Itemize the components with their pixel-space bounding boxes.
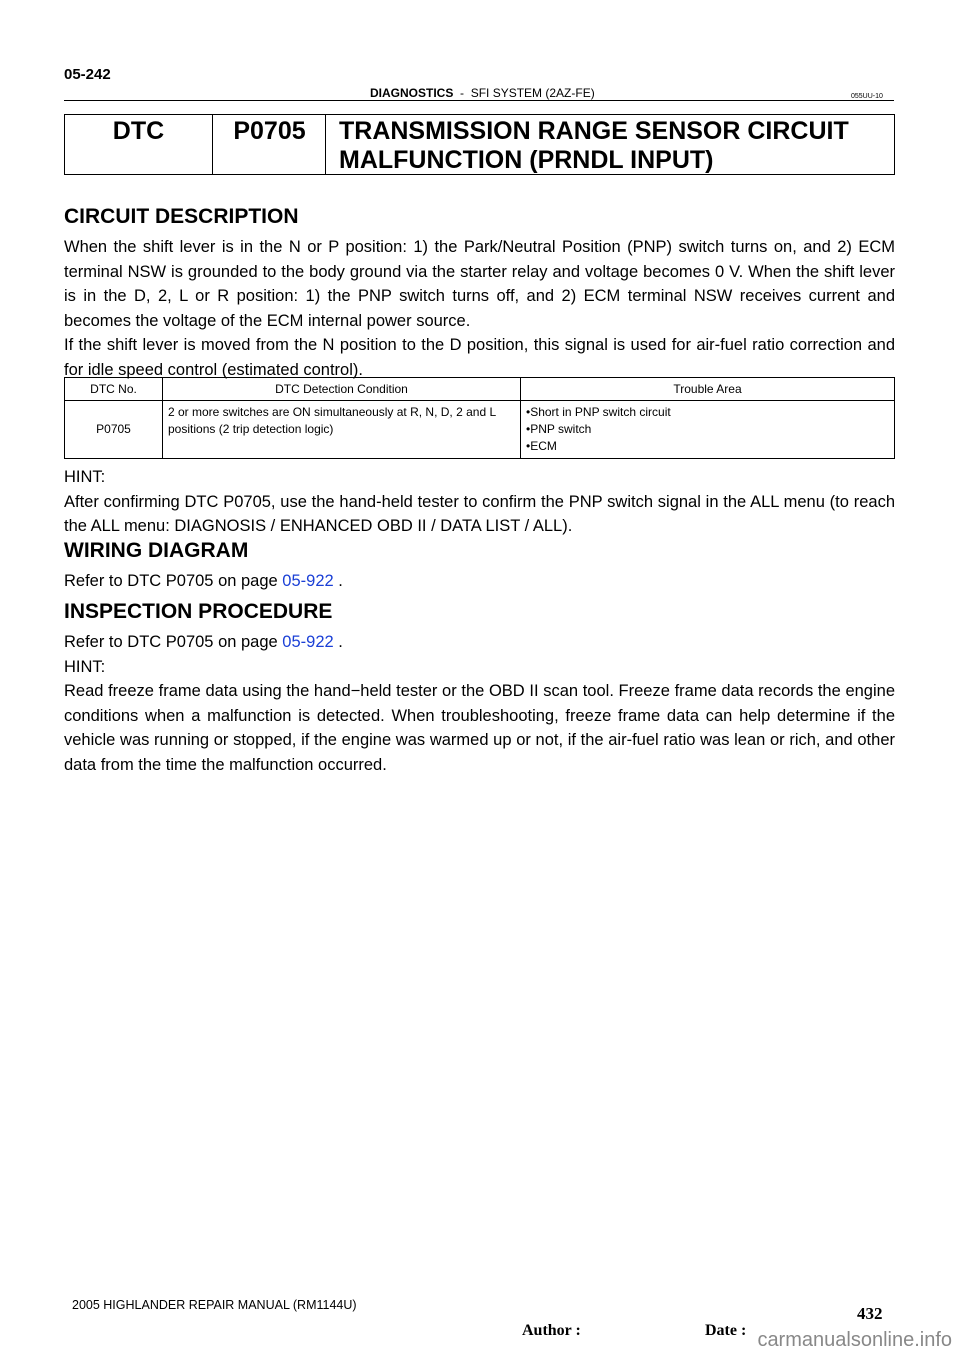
inspection-ref-end: . — [333, 633, 343, 651]
trouble-area-cell — [521, 401, 895, 459]
circuit-description-para-2: If the shift lever is moved from the N position to the D position, this signal is used for air-fuel ratio correction and for idle speed control (estimated control). — [64, 336, 895, 379]
dtc-table-header: DTC No. — [65, 378, 163, 401]
dtc-label: DTC — [65, 115, 213, 174]
dtc-title-line-2: MALFUNCTION (PRNDL INPUT) — [339, 146, 714, 174]
circuit-description-text — [64, 235, 895, 382]
dtc-number-cell: P0705 — [65, 401, 163, 459]
dtc-table-header: Trouble Area — [521, 378, 895, 401]
hint-block — [64, 465, 895, 539]
dtc-title-box — [64, 114, 895, 175]
trouble-area-list — [526, 404, 889, 455]
wiring-diagram-ref-end: . — [333, 572, 343, 590]
dtc-table-header: DTC Detection Condition — [163, 378, 521, 401]
hint-text: Read freeze frame data using the hand−held tester or the OBD II scan tool. Freeze frame data records the engine conditions when a malfunction is detected. When troubleshooting, freeze frame data can help determine if the vehicle was running or stopped, if the engine was warmed up or not, if the air-fuel ratio was lean or rich, and other data from the time the malfunction occurred. — [64, 682, 895, 774]
inspection-ref-text: Refer to DTC P0705 on page — [64, 633, 283, 651]
list-item: • Short in PNP switch circuit — [526, 404, 889, 421]
dtc-title — [339, 115, 886, 174]
hint-label: HINT: — [64, 657, 106, 676]
dtc-table-header-row — [65, 378, 895, 401]
list-item: • PNP switch — [526, 421, 889, 438]
date-label: Date : — [705, 1322, 747, 1339]
table-row — [65, 401, 895, 459]
wiring-diagram-ref-text: Refer to DTC P0705 on page — [64, 572, 283, 590]
watermark: carmanualsonline.info — [757, 1329, 952, 1351]
section-name: DIAGNOSTICS — [370, 86, 454, 100]
subsection-name: SFI SYSTEM (2AZ-FE) — [470, 86, 595, 100]
author-label: Author : — [522, 1322, 581, 1339]
wiring-diagram-heading: WIRING DIAGRAM — [64, 539, 249, 562]
inspection-page-link[interactable]: 05-922 — [282, 633, 334, 651]
detection-condition-cell: 2 or more switches are ON simultaneously at R, N, D, 2 and L positions (2 trip detection logic) — [163, 401, 521, 459]
list-item: • ECM — [526, 438, 889, 455]
header-divider — [64, 100, 894, 101]
circuit-description-heading: CIRCUIT DESCRIPTION — [64, 205, 299, 228]
page-number: 05-242 — [64, 66, 111, 83]
wiring-diagram-page-link[interactable]: 05-922 — [282, 572, 334, 590]
circuit-description-para-1: When the shift lever is in the N or P position: 1) the Park/Neutral Position (PNP) switch turns on, and 2) ECM terminal NSW is grounded to the body ground via the starter relay and voltage becomes 0 V. When the shift lever is in the D, 2, L or R position: 1) the PNP switch turns off, and 2) ECM terminal NSW receives current and becomes the voltage of the ECM internal power source. — [64, 238, 895, 330]
inspection-procedure-heading: INSPECTION PROCEDURE — [64, 600, 333, 623]
wiring-diagram-text — [64, 569, 895, 594]
manual-title: 2005 HIGHLANDER REPAIR MANUAL (RM1144U) — [72, 1298, 357, 1312]
dtc-table — [64, 377, 895, 459]
dtc-code: P0705 — [214, 115, 326, 174]
inspection-procedure-ref — [64, 630, 895, 655]
section-header — [370, 86, 595, 100]
hint-text: After confirming DTC P0705, use the hand-held tester to confirm the PNP switch signal in the ALL menu (to reach the ALL menu: DIAGNOSIS / ENHANCED OBD II / DATA LIST / ALL). — [64, 492, 895, 535]
page-footer-number: 432 — [857, 1304, 883, 1323]
section-separator: - — [460, 86, 465, 100]
hint-label: HINT: — [64, 468, 106, 486]
inspection-procedure-text — [64, 630, 895, 777]
dtc-title-line-1: TRANSMISSION RANGE SENSOR CIRCUIT — [339, 117, 849, 145]
document-code: 055UU-10 — [851, 93, 883, 100]
